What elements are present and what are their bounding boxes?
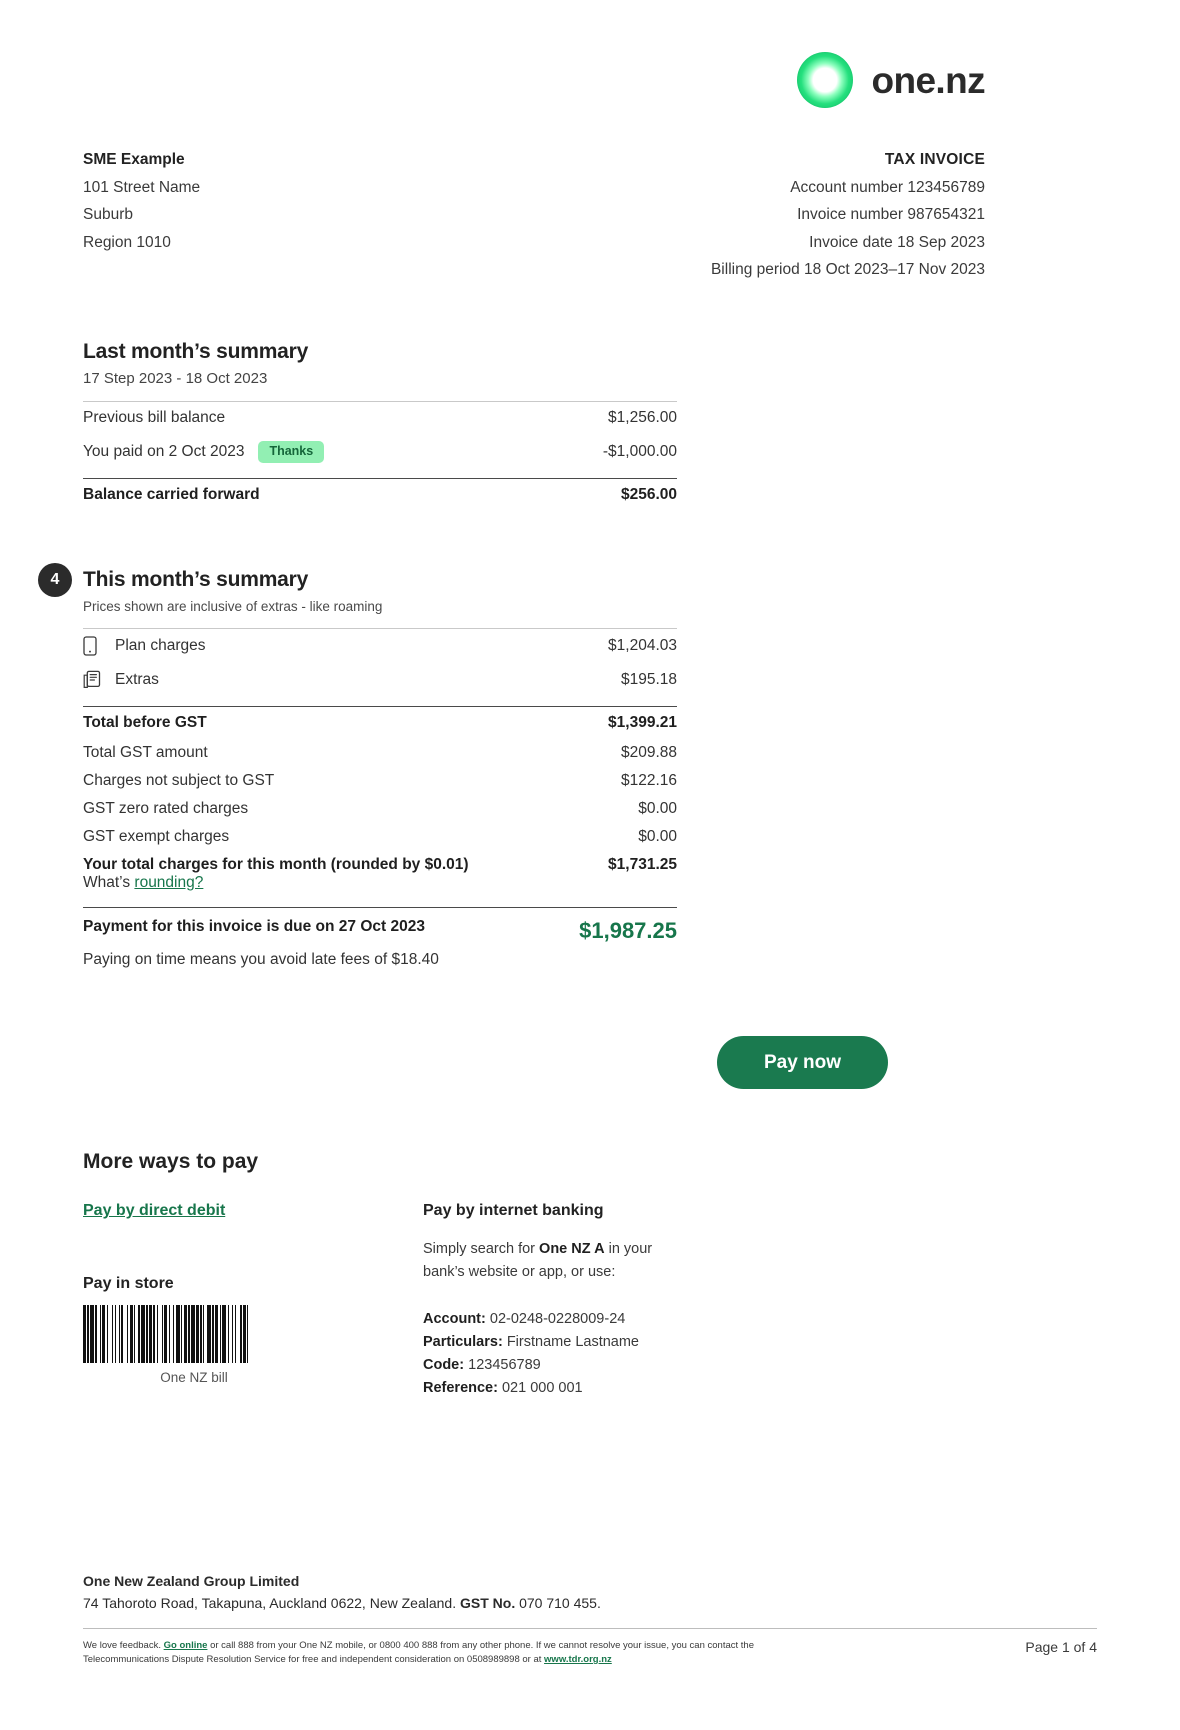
table-row	[83, 823, 677, 851]
balance-carried-forward-label: Balance carried forward	[83, 485, 260, 503]
payment-date-label: You paid on 2 Oct 2023	[83, 442, 245, 460]
gst-row-amount: $0.00	[638, 828, 677, 845]
table-row	[83, 663, 677, 696]
payment-due-amount: $1,987.25	[579, 918, 677, 943]
last-month-row-label: Previous bill balance	[83, 409, 226, 426]
gst-row-amount: $122.16	[620, 772, 677, 789]
rounding-prefix: What’s	[83, 874, 135, 891]
fineprint-text-1: We love feedback.	[83, 1640, 164, 1651]
bank-field-label: Code:	[423, 1357, 465, 1373]
tdr-link[interactable]: www.tdr.org.nz	[544, 1654, 612, 1665]
meta-label-invoice-number: Invoice number	[797, 206, 904, 223]
table-row	[83, 707, 677, 739]
bank-field-code	[423, 1354, 703, 1377]
bank-field-label: Account:	[423, 1311, 486, 1327]
internet-banking-intro	[423, 1238, 703, 1284]
payment-due-label: Payment for this invoice is due on 27 Oct 2023	[83, 918, 425, 935]
bank-field-particulars	[423, 1331, 703, 1354]
gst-row-amount: $0.00	[638, 800, 677, 817]
payment-due-row	[83, 908, 677, 951]
last-month-row-label	[83, 441, 324, 463]
gst-row-amount: $209.88	[620, 744, 677, 761]
one-nz-circle-icon	[797, 52, 853, 108]
divider	[83, 1628, 1097, 1629]
late-fee-note: Paying on time means you avoid late fees of $18.40	[83, 951, 439, 968]
month-total-amount: $1,731.25	[608, 856, 677, 873]
bank-field-value: 021 000 001	[501, 1380, 583, 1396]
bank-field-label: Reference:	[423, 1380, 498, 1396]
invoice-meta-block	[711, 146, 985, 284]
gst-row-label: GST exempt charges	[83, 828, 230, 845]
meta-value-account-number: 123456789	[907, 178, 985, 196]
page-footer	[83, 1570, 1097, 1667]
gst-row-label: Total GST amount	[83, 744, 208, 761]
fineprint-text-3: Telecommunications Dispute Resolution Service for free and independent consideration on 0508989898 or at	[83, 1654, 545, 1665]
fineprint-text-2: or call 888 from your One NZ mobile, or 0800 400 888 from any other phone. If we cannot resolve your issue, you can contact the	[207, 1640, 754, 1651]
pay-by-direct-debit-link[interactable]: Pay by direct debit	[83, 1202, 226, 1219]
meta-label-billing-period: Billing period	[710, 261, 800, 278]
month-total-row	[83, 851, 677, 874]
receipt-document-icon	[83, 670, 115, 689]
meta-row-invoice-date	[711, 229, 985, 257]
gst-row-amount: $1,399.21	[608, 714, 677, 731]
meta-row-invoice-number	[711, 201, 985, 229]
brand-logo	[797, 52, 985, 108]
step-number-badge	[38, 563, 72, 597]
balance-carried-forward-row	[83, 479, 677, 511]
pay-in-store-title: Pay in store	[83, 1275, 174, 1292]
footer-address	[83, 1592, 1097, 1614]
last-month-period: 17 Step 2023 - 18 Oct 2023	[83, 370, 268, 387]
status-badge: Thanks	[258, 441, 324, 463]
gst-row-label: GST zero rated charges	[83, 800, 249, 817]
footer-gst-value: 070 710 455.	[515, 1595, 601, 1611]
last-month-title: Last month’s summary	[83, 340, 309, 363]
step-number: 4	[50, 571, 60, 588]
customer-address-line-3: Region 1010	[83, 233, 171, 251]
extras-label-group	[83, 670, 159, 689]
plan-charges-amount: $1,204.03	[608, 637, 677, 654]
this-month-title: This month’s summary	[83, 568, 309, 591]
meta-row-billing-period	[711, 256, 985, 284]
footer-address-text: 74 Tahoroto Road, Takapuna, Auckland 0622, New Zealand.	[83, 1595, 460, 1611]
intro-prefix: Simply search for	[423, 1241, 540, 1257]
bank-field-value: 02-0248-0228009-24	[489, 1311, 626, 1327]
table-row	[83, 629, 677, 663]
go-online-link[interactable]: Go online	[163, 1640, 208, 1651]
table-row	[83, 795, 677, 823]
mobile-phone-icon	[83, 636, 115, 656]
meta-value-invoice-number: 987654321	[907, 206, 985, 223]
footer-gst-label: GST No.	[459, 1595, 516, 1611]
gst-row-label: Charges not subject to GST	[83, 772, 275, 789]
last-month-row-amount: $1,256.00	[608, 409, 677, 426]
extras-amount: $195.18	[620, 670, 677, 688]
customer-address-line-2: Suburb	[83, 206, 133, 223]
customer-address-block	[83, 146, 200, 256]
intro-suffix: in your	[604, 1241, 653, 1257]
extras-label: Extras	[115, 670, 159, 688]
last-month-row-amount: -$1,000.00	[602, 442, 677, 460]
pay-now-button[interactable]: Pay now	[717, 1036, 888, 1089]
internet-banking-title: Pay by internet banking	[423, 1202, 604, 1219]
rounding-link[interactable]: rounding?	[134, 874, 204, 891]
barcode-caption: One NZ bill	[160, 1370, 228, 1385]
meta-value-invoice-date: 18 Sep 2023	[897, 233, 985, 251]
customer-name: SME Example	[83, 151, 185, 168]
table-row	[83, 402, 677, 434]
this-month-summary-section	[83, 568, 677, 969]
barcode-image	[83, 1305, 250, 1363]
page-number: Page 1 of 4	[1025, 1639, 1097, 1655]
month-total-label: Your total charges for this month (rounded by $0.01)	[83, 856, 469, 873]
table-row	[83, 767, 677, 795]
bank-field-value: 123456789	[468, 1357, 541, 1373]
table-row	[83, 434, 677, 470]
balance-carried-forward-amount: $256.00	[620, 485, 677, 503]
tax-invoice-title: TAX INVOICE	[884, 151, 985, 168]
footer-fineprint	[83, 1639, 843, 1667]
gst-row-label: Total before GST	[83, 714, 207, 731]
meta-row-account-number	[711, 174, 985, 202]
footer-company: One New Zealand Group Limited	[83, 1573, 300, 1589]
bank-field-label: Particulars:	[423, 1334, 503, 1350]
meta-value-billing-period: 18 Oct 2023–17 Nov 2023	[804, 261, 985, 278]
plan-charges-label-group	[83, 636, 205, 656]
meta-label-invoice-date: Invoice date	[809, 233, 893, 251]
last-month-summary-section	[83, 340, 677, 511]
rounding-help-text	[83, 874, 677, 899]
bank-search-term: One NZ A	[539, 1241, 605, 1257]
this-month-note: Prices shown are inclusive of extras - like roaming	[83, 599, 383, 614]
bank-field-reference	[423, 1377, 703, 1400]
more-ways-to-pay-title: More ways to pay	[83, 1150, 259, 1173]
plan-charges-label: Plan charges	[115, 637, 206, 654]
table-row	[83, 739, 677, 767]
customer-address-line-1: 101 Street Name	[83, 178, 201, 196]
more-ways-to-pay-section	[83, 1150, 703, 1400]
brand-name: one.nz	[871, 59, 985, 101]
bank-field-value: Firstname Lastname	[506, 1334, 639, 1350]
bank-field-account	[423, 1308, 703, 1331]
intro-line-2: bank’s website or app, or use:	[423, 1264, 616, 1280]
meta-label-account-number: Account number	[790, 178, 904, 196]
